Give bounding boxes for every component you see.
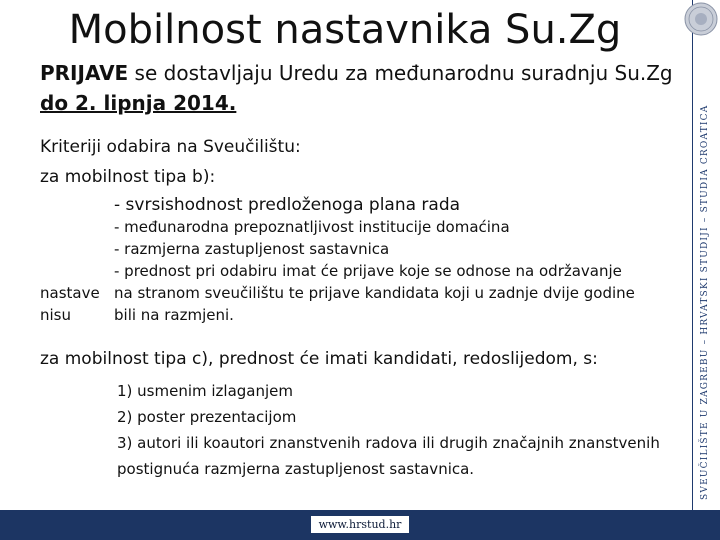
intro-lead: PRIJAVE bbox=[40, 61, 129, 85]
type-c-criteria-list bbox=[117, 378, 677, 482]
criteria-line-2: za mobilnost tipa b): bbox=[40, 167, 216, 187]
list-item: nastave na stranom sveučilištu te prijave kandidata koji u zadnje dvije godine bbox=[40, 284, 635, 302]
criteria-heading bbox=[40, 132, 680, 192]
list-item: - razmjerna zastupljenost sastavnica bbox=[114, 240, 390, 258]
criteria-line-1: Kriteriji odabira na Sveučilištu: bbox=[40, 137, 301, 157]
list-item: 1) usmenim izlaganjem bbox=[117, 382, 294, 400]
list-item: 2) poster prezentacijom bbox=[117, 408, 297, 426]
university-seal-icon bbox=[684, 2, 718, 36]
slide-title: Mobilnost nastavnika Su.Zg bbox=[68, 7, 622, 53]
list-item: - svrsishodnost predloženoga plana rada bbox=[114, 195, 461, 215]
type-b-criteria-list bbox=[40, 194, 690, 326]
intro-text: se dostavljaju Uredu za međunarodnu suradnju Su.Zg bbox=[128, 61, 673, 85]
list-item: - prednost pri odabiru imat će prijave koje se odnose na održavanje bbox=[114, 262, 622, 280]
footer-url[interactable]: www.hrstud.hr bbox=[0, 518, 720, 531]
list-item: - međunarodna prepoznatljivost institucije domaćina bbox=[114, 218, 510, 236]
sidebar-institution-text: SVEUČILIŠTE U ZAGREBU – HRVATSKI STUDIJI – STUDIA CROATICA bbox=[700, 104, 710, 500]
list-item: 3) autori ili koautori znanstvenih radova ili drugih značajnih znanstvenih postignuća razmjerna zastupljenost sastavnica. bbox=[117, 434, 660, 478]
list-item: nisu bili na razmjeni. bbox=[40, 306, 234, 324]
intro-paragraph bbox=[40, 58, 690, 118]
type-c-heading: za mobilnost tipa c), prednost će imati kandidati, redoslijedom, s: bbox=[40, 349, 598, 369]
intro-deadline: do 2. lipnja 2014. bbox=[40, 91, 237, 115]
